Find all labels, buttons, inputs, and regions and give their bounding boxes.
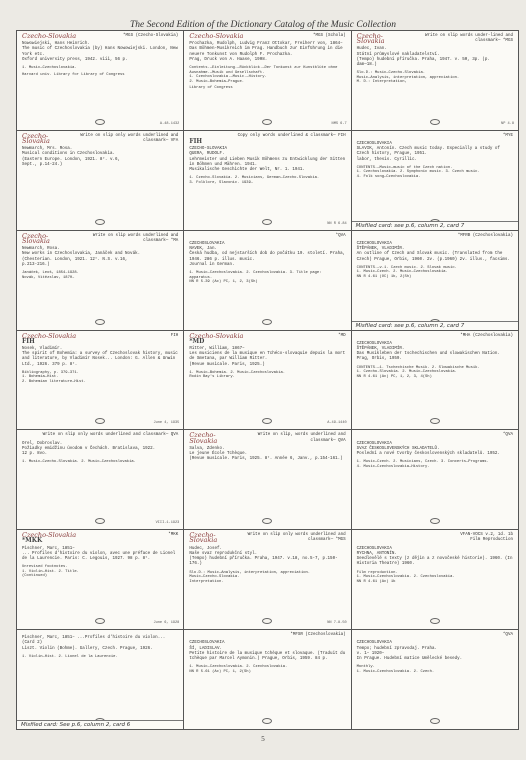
card-classmark: *MFRB (Czechoslovakia) bbox=[457, 233, 513, 238]
card-punch-hole bbox=[430, 119, 440, 125]
misfiled-note: Misfiled card: see p.6, column 2, card 7 bbox=[352, 221, 518, 230]
card-notes: Bibliography, p. 379–371. 1. Bohemia—Hist. 2. Bohemian literature—Hist. bbox=[22, 370, 86, 384]
card-punch-hole bbox=[430, 618, 440, 624]
card-notes: 1. Music—Czechoslovakia. 2. Czechoslovakia. 3. Title page: apparatus. NN R 5.39 (Ac) PC, 1, 2, 3(Sh) bbox=[189, 270, 322, 285]
card-heading: Czecho-Slovakia bbox=[189, 331, 244, 340]
card-punch-hole bbox=[430, 418, 440, 424]
card-notes: Janáček, Leoš, 1854–1928. Novák, Vítězslav, 1870– bbox=[22, 270, 79, 280]
catalog-card bbox=[352, 530, 518, 629]
card-punch-hole bbox=[262, 219, 272, 225]
card-heading: Czecho-Slovakia bbox=[22, 531, 77, 540]
card-punch-hole bbox=[95, 319, 105, 325]
card-heading: Czecho-Slovakia bbox=[189, 431, 218, 445]
catalog-card bbox=[184, 530, 350, 629]
card-callnumber: FIH bbox=[189, 138, 203, 146]
card-heading: Czecho-Slovakia bbox=[189, 32, 244, 40]
card-heading: Czecho-Slovakia bbox=[22, 231, 50, 245]
card-file-number: NN R 6.84 bbox=[327, 221, 347, 226]
card-punch-hole bbox=[262, 119, 272, 125]
card-entry: Nosek, Vladimír. The spirit of Bohemia: a survey of Czechoslovak history, music and literature, by Vladimír Nosek... London: G. Allen & Unwin Ltd., 1926. 379 p. 8°. bbox=[22, 346, 178, 367]
card-entry: Salva, Zdenko. Le jeune École Tchèque. (Revue musicale. Paris, 1925. 8°. Année 6, Janv., p.154-161.) bbox=[189, 446, 343, 462]
card-notes: CONTENTS.—Music—music of the Czech nation. 1. Czechoslovakia. 2. Symphonic music. 3. Czech music. 4. Folk song—Czechoslovakia. bbox=[356, 165, 480, 180]
card-heading: Czecho-Slovakia bbox=[22, 131, 50, 146]
card-notes: 1. Music—Czechoslovakia. bbox=[22, 66, 77, 71]
card-classmark: Copy only words underlined & classmark— FIH bbox=[237, 133, 346, 138]
card-heading: Czecho-Slovakia bbox=[189, 531, 218, 545]
catalog-card bbox=[352, 430, 518, 529]
card-notes: Monthly. 1. Music—Czechoslovakia. 2. Czech. bbox=[356, 665, 435, 674]
card-entry: CZECHO-SLOVAKIA QUERA, RUDOLF. Lehrmeister und Lieben Musik Böhmens zu Entwicklung der Sitten in Böhmen und Mähren. 1941. Musikalische Geschichte der Welt, Nr. 1. 1941. bbox=[189, 147, 346, 173]
catalog-card bbox=[352, 331, 518, 430]
card-file-number: NMS 6-7 bbox=[331, 121, 347, 126]
card-callnumber: *MD bbox=[189, 337, 205, 345]
card-entry: Nowowiejski, Hans Heinrich. The music of Czechoslovakia (by) Hans Nowowiejski. London, New York etc. Oxford university press, 1942. viii, 56 p. bbox=[22, 42, 178, 62]
card-entry: CZECHOSLOVAKIA ŠÍ, LADISLAV. Petite histoire de la musique tchèque et slovaque. (Traduit du tchèque par Marcel Aymonin.) Prague, Orbis, 1959. 84 p. bbox=[189, 641, 346, 661]
catalog-card bbox=[352, 31, 518, 130]
card-notes: Slo.D.: Music—Analysis, interpretation, appreciation. Music—Czecho-Slovakia. Interpretation. bbox=[189, 570, 311, 584]
card-notes: 1. Music—Czecho-Slovakia. 2. Music—Czechoslovakia. bbox=[22, 460, 136, 465]
card-grid bbox=[16, 30, 519, 730]
card-notes: 1. Music—Czechoslovakia. 2. Czechoslovakia. NN R 5.61 (Ac) PC, 1, 2(Sh) bbox=[189, 665, 288, 674]
catalog-card bbox=[17, 231, 183, 330]
card-entry: Ritter, William, 1867– Les musiciens de la musique en Tchéco-slovaquie depuis la mort de Smetana, par William Ritter. (Revue musicale. Paris, 1925.) bbox=[189, 346, 346, 367]
card-notes: CONTENTS.—v.1. Czech music. 2. Slovak music. 1. Music—Czech. 2. Music—Czechoslovakia. NN R 4.61 (OC) 1b, 2(Sh) bbox=[356, 265, 457, 279]
card-classmark: Write on slip only words underlined and classmark— VFA bbox=[80, 133, 179, 144]
card-entry: Orel, Dobroslav. Požiadky emidžinu úvodom v Čechách. Bratislava, 1922. 12 p. 8vo. bbox=[22, 441, 156, 457]
card-entry: Hudec, Ivan. Státní průmyslové nakladatelství. (Tempo) hudební příručka. Praha, 1947. v. 50, 3p. (p. dam—18.) bbox=[356, 47, 490, 68]
card-entry: CZECHOSLOVAKIA Tempo; hudební zpravodaj. Praha. v. 1– 1920– In Prague. Hudební matice Umělecké besedy. bbox=[356, 641, 463, 661]
card-heading: Czecho-Slovakia bbox=[356, 32, 385, 46]
card-notes: 1. Music—Czech. 2. Musicians, Czech. 3. Concerts—Programs. 4. Music—Czechoslovakia—History. bbox=[356, 460, 489, 469]
card-classmark: VFAN-VOCS v.2, 1d. 1b Film Reproduction bbox=[460, 533, 513, 543]
card-notes: Slo.D.: Music—Czecho-Slovakia. Music—Analysis, interpretation, appreciation. M. D.: Interpretation, bbox=[356, 71, 460, 85]
card-entry: Newmarch, Rosa. New works in Czechoslovakia, Janáček and Novák. (Chesterian. London, 1921. 12°. N.S. v.16, p.213-216.) bbox=[22, 247, 141, 267]
card-notes: Unrevised footnotes. 1. Violin—Hist. 2. Title. (Continued) bbox=[22, 565, 79, 579]
catalog-card bbox=[184, 630, 350, 729]
card-entry: Pischner, Marc, 1851– ... Profiles d'histoire du violon, avec une préface de Lionel de la Laurencie. Paris: C. Legouis, 1927. 98 p. 8°. bbox=[22, 546, 176, 562]
card-classmark: *MFSR (Czechoslovakia) bbox=[290, 633, 346, 638]
card-punch-hole bbox=[430, 518, 440, 524]
card-classmark: Write on slip, words underlined and classmark— QVA bbox=[257, 433, 346, 443]
catalog-card bbox=[17, 530, 183, 629]
card-punch-hole bbox=[95, 119, 105, 125]
misfiled-note: Misfiled card: See p.6, column 2, card 6 bbox=[17, 720, 183, 729]
card-punch-hole bbox=[95, 219, 105, 225]
card-entry: Newmarch, Mrs. Rosa. Musical conditions in Czechoslovakia. (Eastern Europe. London, 1921. 8°. v.6, Sept., p.14-24.) bbox=[22, 147, 121, 167]
card-punch-hole bbox=[262, 518, 272, 524]
card-entry: CZECHOSLOVAKIA NAVEK, Jan. Česká hudba, od nejstarších dob do počátku 19. století. Praha, 1946. 286 p. illus. music. Journal in German. bbox=[189, 241, 346, 267]
card-entry: CZECHOSLOVAKIA ŠTĚPÁNEK, VLADIMÍR. Das Musikleben der tschechischen und slowakischen Nation. Prag, Orbis, 1959. bbox=[356, 341, 500, 362]
card-file-number: June 6, 1928 bbox=[153, 620, 180, 625]
page-number: 5 bbox=[261, 735, 265, 743]
card-file-number: VIII-1-1923 bbox=[155, 521, 180, 526]
card-notes: 1. Music—Bohemia. 2. Music—Czechoslovakia. Rodin Bay's Library. bbox=[189, 370, 286, 380]
card-callnumber: FIH bbox=[22, 337, 35, 345]
card-file-number: June 4, 1935 bbox=[153, 421, 180, 426]
catalog-card bbox=[352, 630, 518, 729]
card-notes: Contents.—Einleitung.—Rückblick.—Der Tonkunst zur Kunstblüte ohne Ausnahme.—Musik und Gesellschaft. 1. Czechoslovakia.—Music.—History. 2. Music—Bohemia—Prague. bbox=[189, 66, 338, 84]
catalog-card bbox=[184, 131, 350, 230]
card-file-number: A-48-1432 bbox=[159, 121, 180, 126]
catalog-card bbox=[17, 430, 183, 529]
card-classmark: *MHA (Czechoslovakia) bbox=[460, 333, 513, 338]
catalog-card bbox=[352, 131, 518, 230]
card-heading: Czecho-Slovakia bbox=[22, 331, 77, 340]
card-punch-hole bbox=[95, 618, 105, 624]
card-classmark: Write on slip only words underlined and classmark— *MGS bbox=[247, 533, 346, 543]
page-header: The Second Edition of the Dictionary Catalog of the Music Collection bbox=[130, 20, 396, 30]
catalog-card bbox=[184, 331, 350, 430]
card-punch-hole bbox=[262, 418, 272, 424]
card-classmark: *MKK bbox=[168, 533, 179, 538]
catalog-card bbox=[17, 331, 183, 430]
card-classmark: Write on slip only words underlined and classmark— QVA bbox=[42, 433, 179, 438]
card-classmark: FIH bbox=[170, 333, 179, 338]
card-classmark: *QVA bbox=[335, 233, 346, 238]
card-entry: CZECHOSLOVAKIA SLAVIK, Antonín. Czech music today. Especially a study of Czech history, Prague, 1951. labor, thesis. Cyrillic. bbox=[356, 142, 500, 162]
card-classmark: Write on slip words underlined and classmark— *MA bbox=[92, 233, 179, 243]
card-entry: Pischner, Marc, 1851– ...Profiles d'histoire du violon... (Card 2) Liszt. Violin (Bohme). Gallery, Czech. Prague, 1926. bbox=[22, 636, 166, 651]
catalog-card bbox=[184, 231, 350, 330]
catalog-card bbox=[184, 31, 350, 130]
card-notes: Film reproduction. 1. Music—Czechoslovakia. 2. Czechoslovakia. NN R 4.61 (Ac) 1b bbox=[356, 570, 455, 584]
card-tracing: Library of Congress bbox=[189, 86, 233, 91]
card-tracing: Harvard univ. Library for Library of Congress bbox=[22, 72, 125, 77]
card-classmark: *QVA bbox=[502, 433, 513, 438]
catalog-card bbox=[17, 31, 183, 130]
catalog-card bbox=[17, 131, 183, 230]
card-file-number: NN 7-8-50 bbox=[327, 620, 347, 625]
card-notes: 1. Czecho-Slovakia. 2. Musicians, German—Czecho-Slovakia. 3. Folklore, Slavonic. 1939– bbox=[189, 176, 320, 185]
card-punch-hole bbox=[430, 718, 440, 724]
catalog-card bbox=[352, 231, 518, 330]
card-classmark: *MD bbox=[338, 333, 346, 338]
card-entry: CZECHOSLOVAKIA SVAZ ČESKOSLOVENSKÝCH SKLADATELŮ. Poslední a nové tvorby československých skladatelů. 1952. bbox=[356, 441, 500, 457]
card-classmark: *MGS (Czecho-Slovakia) bbox=[123, 34, 179, 38]
card-punch-hole bbox=[95, 418, 105, 424]
card-classmark: *QVA bbox=[502, 633, 513, 638]
catalog-card bbox=[17, 630, 183, 729]
catalog-card bbox=[184, 430, 350, 529]
card-classmark: *MYE bbox=[502, 133, 513, 138]
card-notes: 1. Violin—Hist. 2. Lionel de la Laurencie. bbox=[22, 654, 118, 659]
card-punch-hole bbox=[262, 718, 272, 724]
card-entry: CZECHOSLOVAKIA RYCHNA, ANTONÍN. Seedlevělé s texty (z dějin a z novočeské historie). 1960. (In Historia Theatre) 1960. bbox=[356, 546, 513, 567]
card-notes: CONTENTS.—1. Tschechische Musik. 2. Slowakische Musik. 1. Czecho-Slovakia. 2. Music—Czechoslovakia. NN R 4.61 (Ac) PC, 1, 2, 3, 4(Sh) bbox=[356, 365, 480, 379]
card-classmark: *MGS (Schola) bbox=[312, 34, 346, 38]
card-entry: Hudec, Josef. Naše svaz reprodukční styl. (Tempo) hudební příručka. Praha, 1947. v.18, no.5-7, p.150-176.) bbox=[189, 546, 338, 567]
card-punch-hole bbox=[95, 518, 105, 524]
card-file-number: A-49-1440 bbox=[327, 421, 347, 426]
card-punch-hole bbox=[262, 319, 272, 325]
card-heading: Czecho-Slovakia bbox=[22, 32, 77, 40]
card-file-number: NP 4.8 bbox=[501, 121, 514, 126]
card-entry: CZECHOSLOVAKIA ŠTĚPÁNEK, VLADIMÍR. An outline of Czech and Slovak music. (Translated from the Czech) Prague, Orbis, 1960. 2v. (p.1960) 2v. illus., facsims. bbox=[356, 241, 510, 262]
misfiled-note: Misfiled card: see p.6, column 2, card 7 bbox=[352, 321, 518, 330]
card-callnumber: *MKK bbox=[22, 537, 43, 545]
card-punch-hole bbox=[262, 618, 272, 624]
card-entry: Prochazka, Rudolph, Ludvig Franz Ottokar, Freiherr von, 1864– Das Böhmen-Musikreich im Prag. Handbuch zur Einführung in die neuere Tonkunst von Rudolph F. Prochazka. Prag, Druck von A. Haase, 1908. bbox=[189, 42, 343, 62]
card-classmark: Write on slip words under-lined and classmark— *MGS bbox=[425, 34, 513, 44]
